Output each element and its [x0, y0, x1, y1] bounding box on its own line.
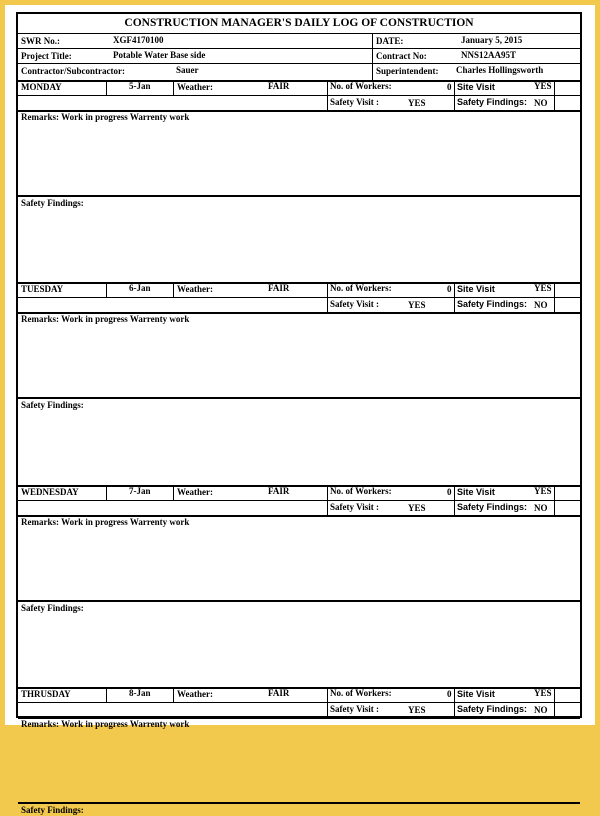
divider	[327, 80, 328, 110]
safety-findings-value: NO	[534, 98, 548, 108]
site-visit-value: YES	[534, 81, 552, 91]
date-value: January 5, 2015	[461, 35, 523, 45]
divider	[106, 80, 107, 95]
divider	[554, 687, 555, 717]
superintendent-label: Superintendent:	[376, 66, 439, 76]
remarks-text: Remarks: Work in progress Warrenty work	[21, 517, 190, 527]
contractor-value: Sauer	[176, 65, 199, 75]
safety-findings-notes-label: Safety Findings:	[21, 603, 84, 613]
divider	[106, 485, 107, 500]
divider	[18, 297, 327, 298]
site-visit-label: Site Visit	[457, 487, 495, 497]
safety-findings-label: Safety Findings:	[457, 299, 528, 309]
contract-value: NNS12AA95T	[461, 50, 517, 60]
day-date: 8-Jan	[129, 688, 151, 698]
daily-log-form	[16, 12, 582, 815]
weather-value: FAIR	[268, 283, 290, 293]
remarks-text: Remarks: Work in progress Warrenty work	[21, 719, 190, 729]
safety-visit-value: YES	[408, 705, 426, 715]
workers-label: No. of Workers:	[330, 81, 392, 91]
safety-findings-notes-label: Safety Findings:	[21, 198, 84, 208]
safety-visit-label: Safety Visit :	[330, 704, 379, 714]
safety-findings-label: Safety Findings:	[457, 502, 528, 512]
safety-findings-notes-label: Safety Findings:	[21, 400, 84, 410]
divider	[173, 687, 174, 702]
safety-visit-label: Safety Visit :	[330, 97, 379, 107]
divider	[18, 702, 327, 703]
divider	[173, 485, 174, 500]
safety-visit-value: YES	[408, 98, 426, 108]
safety-findings-label: Safety Findings:	[457, 97, 528, 107]
day-name: WEDNESDAY	[21, 487, 79, 497]
workers-value: 0	[447, 82, 452, 92]
divider	[18, 282, 580, 284]
divider	[18, 500, 327, 501]
safety-visit-label: Safety Visit :	[330, 502, 379, 512]
workers-label: No. of Workers:	[330, 688, 392, 698]
safety-visit-value: YES	[408, 503, 426, 513]
swr-value: XGF4170100	[113, 35, 164, 45]
day-date: 7-Jan	[129, 486, 151, 496]
divider	[18, 397, 580, 399]
project-title-label: Project Title:	[21, 51, 72, 61]
divider	[18, 687, 580, 689]
page-background	[5, 5, 595, 815]
workers-value: 0	[447, 284, 452, 294]
weather-label: Weather:	[177, 284, 213, 294]
contract-label: Contract No:	[376, 51, 427, 61]
divider	[18, 48, 580, 49]
contractor-label: Contractor/Subcontractor:	[21, 66, 125, 76]
swr-label: SWR No.:	[21, 36, 61, 46]
day-date: 5-Jan	[129, 81, 151, 91]
weather-label: Weather:	[177, 689, 213, 699]
divider	[18, 195, 580, 197]
remarks-text: Remarks: Work in progress Warrenty work	[21, 314, 190, 324]
divider	[18, 600, 580, 602]
divider	[327, 282, 328, 312]
divider	[18, 33, 580, 34]
site-visit-value: YES	[534, 283, 552, 293]
divider	[454, 687, 455, 717]
workers-label: No. of Workers:	[330, 283, 392, 293]
divider	[554, 282, 555, 312]
divider	[327, 485, 328, 515]
site-visit-value: YES	[534, 486, 552, 496]
weather-label: Weather:	[177, 82, 213, 92]
divider	[554, 80, 555, 110]
weather-value: FAIR	[268, 81, 290, 91]
superintendent-value: Charles Hollingsworth	[456, 65, 544, 75]
workers-value: 0	[447, 689, 452, 699]
safety-visit-value: YES	[408, 300, 426, 310]
divider	[18, 95, 327, 96]
divider	[18, 485, 580, 487]
weather-value: FAIR	[268, 486, 290, 496]
day-name: THRUSDAY	[21, 689, 71, 699]
site-visit-value: YES	[534, 688, 552, 698]
site-visit-label: Site Visit	[457, 284, 495, 294]
day-name: MONDAY	[21, 82, 62, 92]
divider	[18, 802, 580, 804]
divider	[173, 80, 174, 95]
divider	[106, 282, 107, 297]
divider	[372, 33, 373, 80]
remarks-text: Remarks: Work in progress Warrenty work	[21, 112, 190, 122]
safety-findings-notes-label: Safety Findings:	[21, 805, 84, 815]
form-title: CONSTRUCTION MANAGER'S DAILY LOG OF CONSTRUCTION	[124, 17, 474, 29]
day-date: 6-Jan	[129, 283, 151, 293]
divider	[106, 687, 107, 702]
site-visit-label: Site Visit	[457, 82, 495, 92]
project-title-value: Potable Water Base side	[113, 50, 206, 60]
day-name: TUESDAY	[21, 284, 64, 294]
divider	[454, 80, 455, 110]
divider	[554, 485, 555, 515]
safety-findings-value: NO	[534, 705, 548, 715]
safety-visit-label: Safety Visit :	[330, 299, 379, 309]
divider	[18, 80, 580, 82]
site-visit-label: Site Visit	[457, 689, 495, 699]
divider	[327, 687, 328, 717]
weather-value: FAIR	[268, 688, 290, 698]
safety-findings-label: Safety Findings:	[457, 704, 528, 714]
workers-value: 0	[447, 487, 452, 497]
safety-findings-value: NO	[534, 300, 548, 310]
weather-label: Weather:	[177, 487, 213, 497]
safety-findings-value: NO	[534, 503, 548, 513]
date-label: DATE:	[376, 36, 404, 46]
divider	[454, 485, 455, 515]
divider	[454, 282, 455, 312]
divider	[18, 63, 580, 64]
workers-label: No. of Workers:	[330, 486, 392, 496]
divider	[173, 282, 174, 297]
